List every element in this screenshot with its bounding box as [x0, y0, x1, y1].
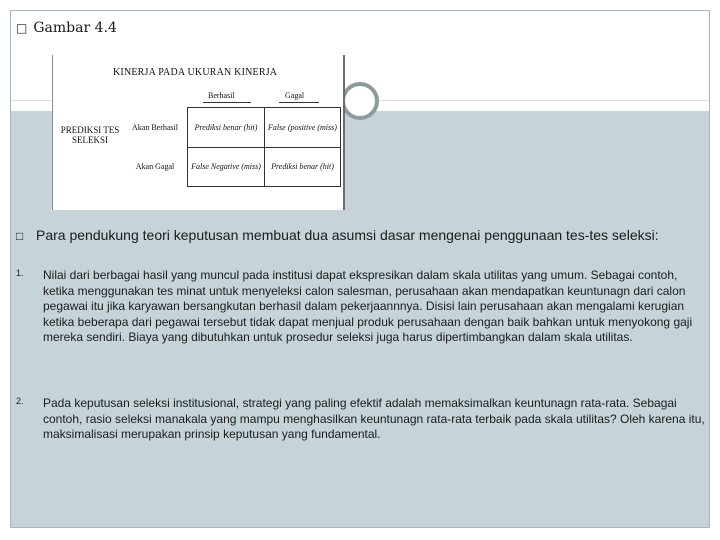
list-item-number: 1. [16, 268, 24, 278]
column-header-underline [279, 102, 319, 103]
list-item [16, 396, 706, 443]
matrix-cell: Prediksi benar (hit) [264, 147, 340, 187]
row-label: Akan Gagal [123, 147, 188, 187]
row-label: Akan Berhasil [123, 108, 188, 148]
matrix-cell: Prediksi benar (hit) [188, 108, 265, 148]
matrix-row [123, 147, 341, 187]
list-item-number: 2. [16, 396, 24, 406]
column-header-berhasil: Berhasil [208, 91, 235, 100]
square-bullet-icon: □ [16, 21, 28, 35]
slide-title-text: Gambar 4.4 [33, 20, 117, 36]
slide-title [16, 20, 117, 36]
column-header-gagal: Gagal [285, 91, 305, 100]
circle-ornament-icon [341, 82, 379, 120]
list-item-text: Nilai dari berbagai hasil yang muncul pada institusi dapat ekspresikan dalam skala utilitas yang umum. Sebagai contoh, ketika menggunakan tes minat untuk menyeleksi calon salesman, perusahaan akan mendapatkan keuntunagn dari calon pegawai itu jika karyawan bersangkutan berhasil dalam pekerjaannnya. Disisi lain perusahaan akan mengalami kerugian ketika beberapa dari pegawai tersebut tidak dapat menjual produk perusahaan dengan baik bahkan untuk menyokong gaji mereka sendiri. Biaya yang dibutuhkan untuk prosedur seleksi juga harus dipertimbangkan dalam skala utilitas. [43, 268, 693, 344]
outcome-matrix [123, 107, 341, 187]
row-group-label: PREDIKSI TES SELEKSI [60, 125, 120, 145]
intro-paragraph [16, 227, 706, 243]
intro-paragraph-text: Para pendukung teori keputusan membuat dua asumsi dasar mengenai penggunaan tes-tes seleksi: [36, 227, 659, 243]
list-item-text: Pada keputusan seleksi institusional, strategi yang paling efektif adalah memaksimalkan keuntunagn rata-rata. Sebagai contoh, rasio seleksi manakala yang mampu menghasilkan keuntunagn rata-rata terbaik pada skala utilitas? Oleh karena itu, maksimalisasi merupakan prinsip keputusan yang fundamental. [43, 396, 705, 441]
square-bullet-icon: □ [16, 229, 24, 243]
matrix-cell: False Negative (miss) [188, 147, 265, 187]
column-header-underline [203, 102, 251, 103]
figure-image [52, 55, 345, 210]
matrix-row [123, 108, 341, 148]
list-item [16, 268, 706, 346]
matrix-cell: False (positive (miss) [264, 108, 340, 148]
figure-heading: KINERJA PADA UKURAN KINERJA [113, 67, 278, 78]
